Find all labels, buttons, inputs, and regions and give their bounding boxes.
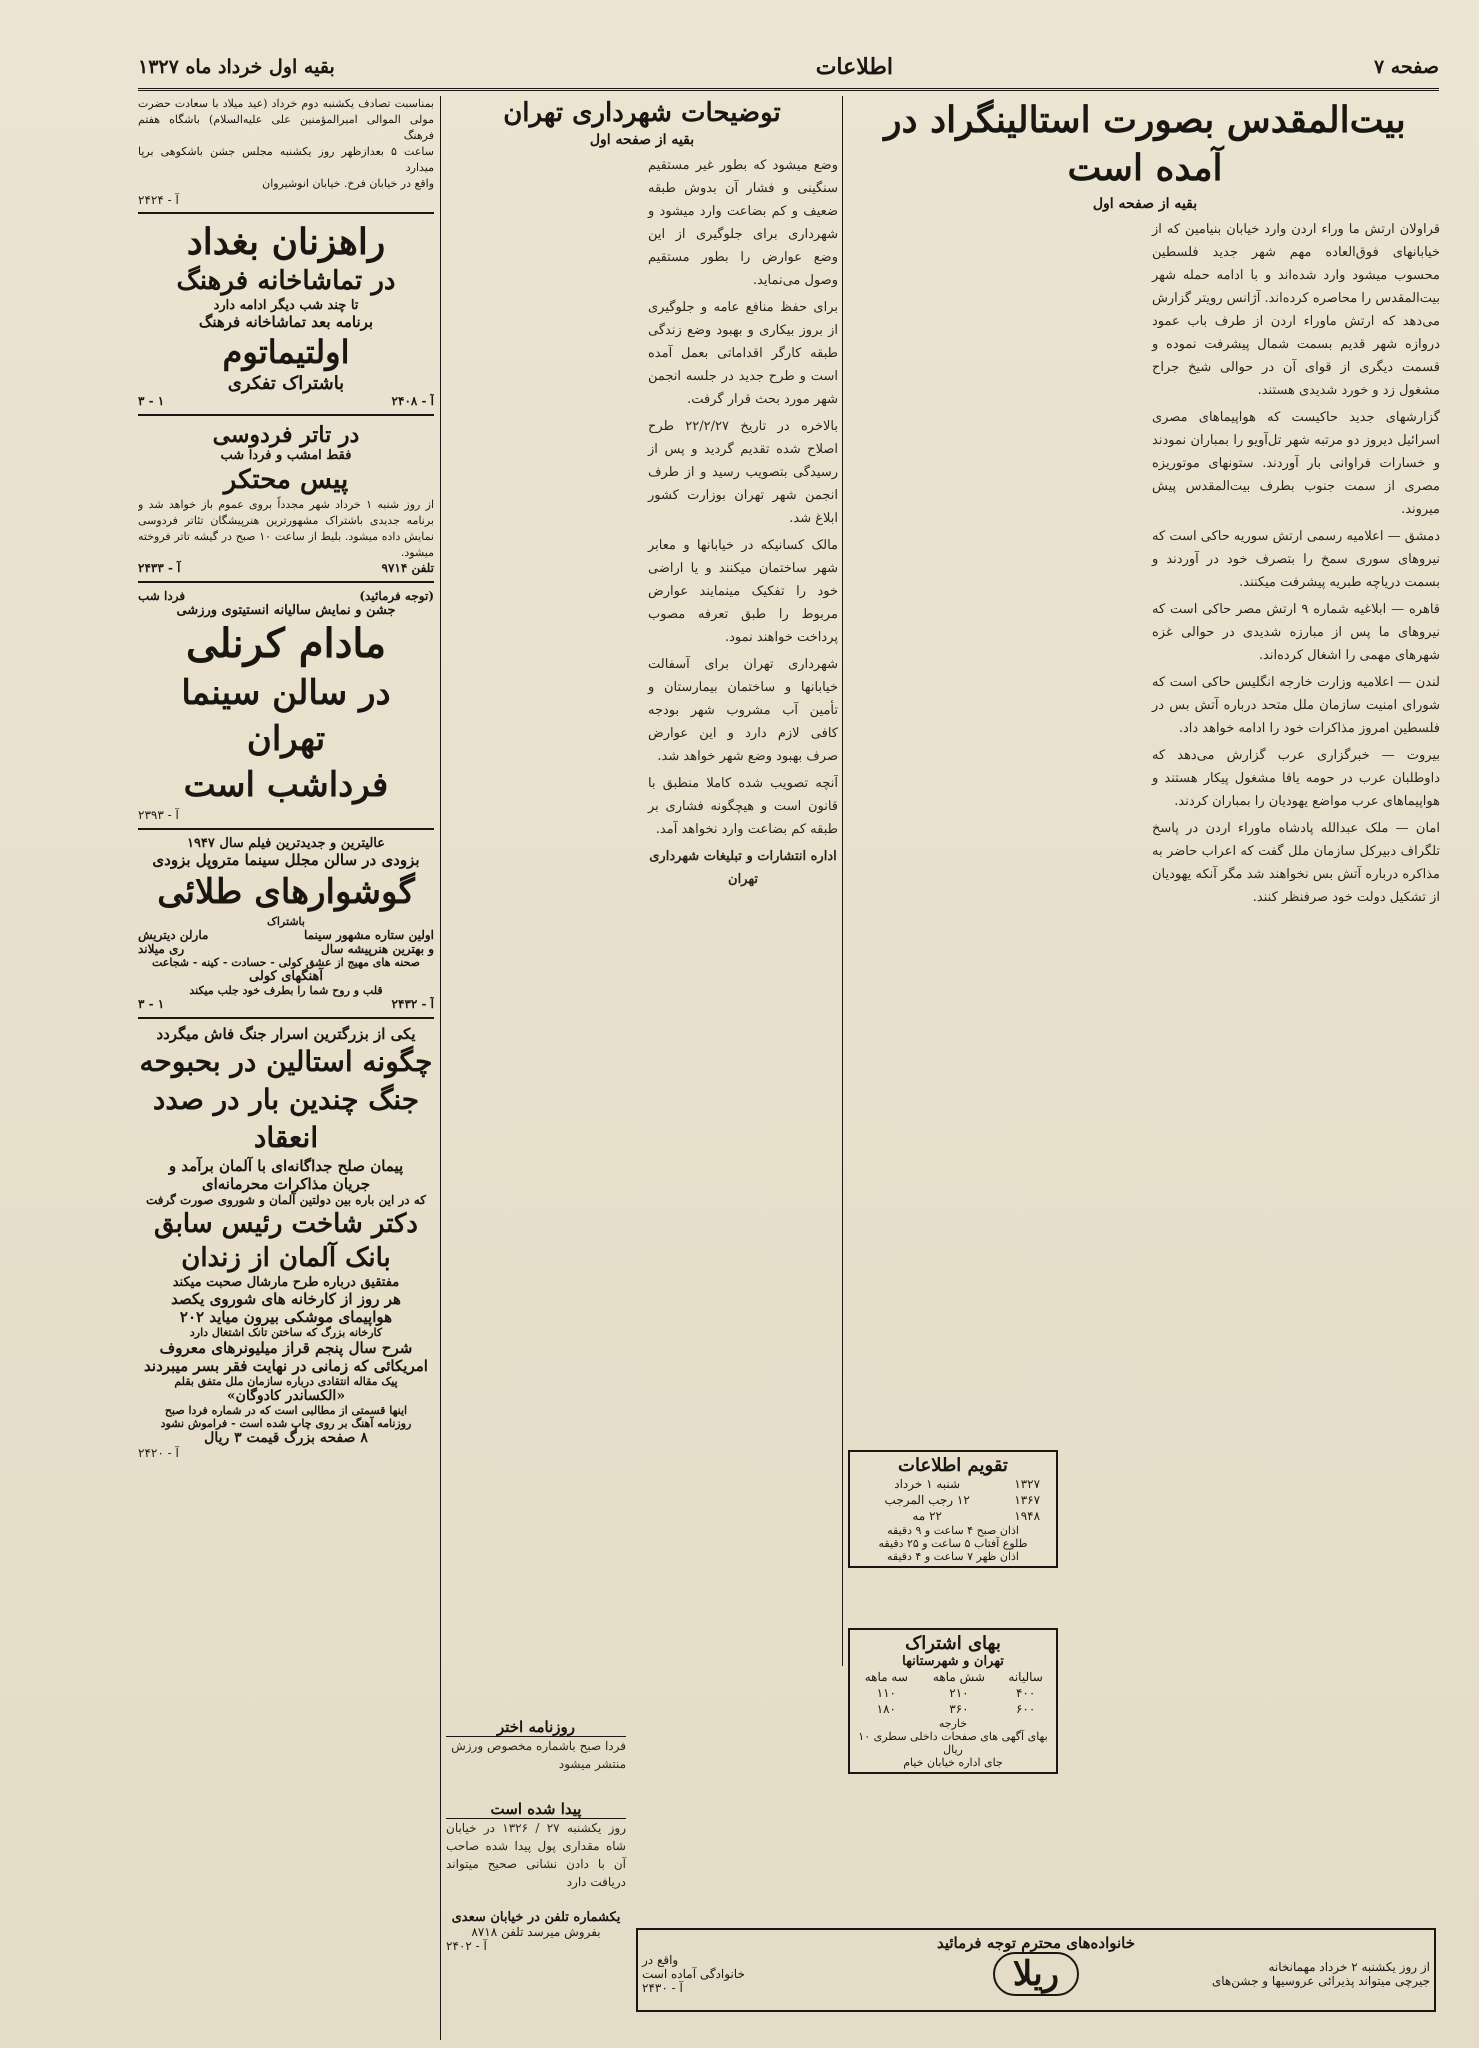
issue-date: بقیه اول خرداد ماه ۱۳۲۷ xyxy=(138,56,335,78)
ad-line: آهنگهای کولی xyxy=(249,969,323,984)
ad-line: تا چند شب دیگر ادامه دارد xyxy=(213,298,359,313)
article-continued: بقیه از صفحه اول xyxy=(589,132,695,148)
saadi-phone-ad xyxy=(446,1910,626,1953)
article-paragraph: قاهره — ابلاغیه شماره ۹ ارتش مصر حاکی است که نیروهای ما پس از مبارزه شدیدی در حوالی غزه شهرهای مهمی را اشغال کرده‌اند. xyxy=(1152,602,1440,663)
ad-ref: آ - ۲۴۲۰ xyxy=(138,1446,179,1460)
calendar-table: ۱۳۲۷ شنبه ۱ خرداد ۱۳۶۷ ۱۲ رجب المرجب ۱۹۴۸ ۲۲ مه xyxy=(884,1477,1041,1523)
kroli-ad xyxy=(138,583,434,830)
ad-ref: ۱ - ۳ xyxy=(138,997,165,1011)
ad-line: مفتقیق درباره طرح مارشال صحبت میکند xyxy=(172,1275,400,1290)
ad-title: چگونه استالین در بحبوحه xyxy=(139,1045,433,1078)
article-paragraph: آنچه تصویب شده کاملا منطبق با قانون است و هیچگونه فشاری بر طبقه کم بضاعت وارد نخواهد آمد. xyxy=(648,776,838,837)
ad-ref: ۱ - ۳ xyxy=(138,394,165,408)
ad-line: بزودی در سالن مجلل سینما متروپل بزودی xyxy=(152,851,420,869)
ad-line: اینها قسمتی از مطالبی است که در شماره فردا صبح xyxy=(164,1404,408,1417)
subscription-foreign-label: خارجه xyxy=(938,1717,968,1730)
article-paragraph: گزارشهای جدید حاکیست که هواپیماهای مصری اسرائیل دیروز دو مرتبه شهر تل‌آویو را بمباران نمودند و خسارات فراوانی بار آوردند. ستونهای موتوریزه مصری از سمت جنوب بطرف بیت‌المقدس پیش میروند. xyxy=(1152,410,1440,517)
ad-line: فقط امشب و فردا شب xyxy=(220,448,352,463)
ad-line: «الکساندر کادوگان» xyxy=(226,1388,346,1404)
ad-title: اولتیماتوم xyxy=(222,333,350,371)
rila-ad: خانواده‌های محترم توجه فرمائید از روز یکشنبه ۲ خرداد مهمانخانه جیرچی میتواند پذیرائی عروسیها و جشن‌های ریلا واقع در خانوادگی آماده است آ - ۲۴۳۰ xyxy=(636,1928,1436,2012)
column-rule xyxy=(842,96,843,1666)
ad-phone: تلفن ۹۷۱۴ xyxy=(381,561,434,575)
article-paragraph: بیروت — خبرگزاری عرب گزارش می‌دهد که داوطلبان عرب در حومه یافا مشغول پیکار هستند و هواپیماهای عرب مواضع یهودیان را بمباران کردند. xyxy=(1152,748,1440,809)
ad-title: مادام کرنلی xyxy=(185,620,387,667)
prayer-times: اذان صبح ۴ ساعت و ۹ دقیقه طلوع آفتاب ۵ ساعت و ۲۵ دقیقه اذان ظهر ۷ ساعت و ۴ دقیقه xyxy=(878,1524,1028,1563)
calendar-title: تقویم اطلاعات xyxy=(898,1455,1008,1476)
calendar-box xyxy=(848,1450,1058,1568)
municipality-article xyxy=(446,96,838,1706)
article-paragraph: مالک کسانیکه در خیابانها و معابر شهر ساختمان میکنند و یا اراضی خود را تفکیک مینمایند عوارض مربوط را طبق تعرفه مصوب پرداخت خواهند نمود. xyxy=(648,538,838,645)
subscription-note: بهای آگهی های صفحات داخلی سطری ۱۰ ریال xyxy=(858,1730,1048,1756)
ahang-teaser-ad xyxy=(138,1019,434,1466)
article-paragraph: امان — ملک عبدالله پادشاه ماوراء اردن در پاسخ تلگراف دبیرکل سازمان ملل گفت که اعراب حاضر به مذاکره درباره آتش بس نخواهند شد مگر آنکه یهودیان از تشکیل دولت خود صرفنظر کنند. xyxy=(1152,821,1440,905)
ad-line: جریان مذاکرات محرمانه‌ای xyxy=(201,1175,371,1193)
article-paragraph: قراولان ارتش ما وراء اردن وارد خیابان بنیامین که از خیابانهای فوق‌العاده مهم شهر جدید فلسطین محسوب میشود وارد شده‌اند و با ادامه حمله شهر بیت‌المقدس را محاصره کرده‌اند. آژانس رویتر گزارش می‌دهد که ارتش ماوراء اردن از طرف باب عمود دروازه شهر قدیم بسمت شمال پیشرفت نموده و قسمت دیگری از قوای آن در حوالی شیخ جراح مشغول زد و خورد شدیدی هستند. xyxy=(1152,222,1440,398)
ad-note: فردا شب xyxy=(138,589,186,603)
masthead xyxy=(138,52,1439,82)
article-headline: بیت‌المقدس بصورت استالینگراد در آمده است xyxy=(884,99,1406,189)
ad-ref: آ - ۲۳۹۳ xyxy=(138,808,179,822)
notice-title: روزنامه اختر xyxy=(446,1718,626,1737)
ad-title: پیس محتکر xyxy=(223,465,349,495)
paper-name: اطلاعات xyxy=(815,54,893,80)
ad-line: عالیترین و جدیدترین فیلم سال ۱۹۴۷ xyxy=(186,836,386,851)
ad-line: روزنامه آهنگ بر روی چاپ شده است - فراموش نشود xyxy=(160,1417,412,1430)
ad-line: هر روز از کارخانه های شوروی یکصد xyxy=(171,1290,401,1308)
ad-line: برنامه بعد تماشاخانه فرهنگ xyxy=(198,313,374,331)
subscription-table: سالیانه شش ماهه سه ماهه ۴۰۰ ۲۱۰ ۱۱۰ ۶۰۰ ۳۶۰ ۱۸۰ xyxy=(864,1670,1043,1716)
ad-line: باشتراک xyxy=(267,915,305,928)
article-paragraph: لندن — اعلامیه وزارت خارجه انگلیس حاکی است که شورای امنیت سازمان ملل متحد درباره آتش بس در فلسطین امروز مذاکرات خود را ادامه خواهد داد. xyxy=(1152,675,1440,736)
ad-title: دکتر شاخت رئیس سابق xyxy=(153,1209,419,1239)
ad-title: فرداشب است xyxy=(183,765,389,805)
subscription-title: بهای اشتراک xyxy=(905,1633,1001,1654)
article-headline: توضیحات شهرداری تهران xyxy=(503,98,781,128)
rila-brand: ریلا xyxy=(993,1952,1079,1996)
page-number: صفحه ۷ xyxy=(1373,56,1439,78)
ad-line: پیمان صلح جداگانه‌ای با آلمان برآمد و xyxy=(168,1157,404,1175)
metropol-ad: عالیترین و جدیدترین فیلم سال ۱۹۴۷ بزودی در سالن مجلل سینما متروپل بزودی گوشوارهای طلائی باشتراک اولین ستاره مشهور سینما مارلن دیتریش و بهترین هنرپیشه سال ری میلاند صحنه های مهیج از عشق کولی - حسادت - کینه - شجاعت آهنگهای کولی قلب و روح شما را بطرف خود جلب میکند آ - ۲۴۳۲ ۱ - ۳ xyxy=(138,830,434,1019)
ad-title: انعقاد xyxy=(253,1121,319,1154)
ad-title: در سالن سینما تهران xyxy=(181,673,391,759)
article-paragraph: وضع میشود که بطور غیر مستقیم سنگینی و فشار آن بدوش طبقه ضعیف و کم بضاعت وارد میشود و شهرداری برای جلوگیری از این وضع عوارض را بطور مستقیم وصول می‌نماید. xyxy=(648,158,838,288)
ad-note: (توجه فرمائید) xyxy=(359,589,434,603)
ad-line: بفروش میرسد تلفن ۸۷۱۸ xyxy=(471,1925,601,1939)
ad-line: کارخانه بزرگ که ساختن تانک اشتغال دارد xyxy=(189,1326,383,1339)
ad-line: صحنه های مهیج از عشق کولی - حسادت - کینه - شجاعت xyxy=(151,956,420,969)
ad-ref: آ - ۲۴۳۲ xyxy=(391,997,434,1011)
article-paragraph: شهرداری تهران برای آسفالت خیابانها و ساختمان بیمارستان و تأمین آب مشروب شهر بودجه کافی لازم دارد و این عوارض صرف بهبود وضع شهر خواهد شد. xyxy=(648,657,838,764)
ad-line: قلب و روح شما را بطرف خود جلب میکند xyxy=(189,984,383,997)
ad-title: جنگ چندین بار در صدد xyxy=(152,1083,420,1116)
ad-line: شرح سال پنجم قراز میلیونرهای معروف xyxy=(159,1339,413,1357)
ad-ref: آ - ۲۴۳۳ xyxy=(138,561,181,575)
ad-title: گوشوارهای طلائی xyxy=(157,872,415,912)
article-paragraph: برای حفظ منافع عامه و جلوگیری از بروز بیکاری و بهبود وضع زندگی طبقه کارگر اقداماتی بعمل آمده است و طرح جدید در جلسه انجمن شهر مورد بحث قرار گرفت. xyxy=(648,300,838,407)
ad-line: یکی از بزرگترین اسرار جنگ فاش میگردد xyxy=(156,1025,416,1043)
ad-ref: آ - ۲۴۰۲ xyxy=(446,1939,487,1953)
ad-line: که در این باره بین دولتین آلمان و شوروی صورت گرفت xyxy=(146,1193,426,1207)
ad-line: هواپیمای موشکی بیرون میاید ۲۰۲ xyxy=(179,1308,393,1326)
article-continued: بقیه از صفحه اول xyxy=(1092,196,1198,212)
notice-text: روز یکشنبه ۲۷ / ۱۳۲۶ در خیابان شاه مقداری پول پیدا شده صاحب آن با دادن نشانی صحیح میتواند دریافت دارد xyxy=(446,1821,626,1889)
ad-line: پیک مقاله انتقادی درباره سازمان ملل متفق بقلم xyxy=(174,1375,398,1388)
ad-title: در تاتر فردوسی xyxy=(212,422,360,448)
ad-title: خانواده‌های محترم توجه فرمائید xyxy=(936,1934,1136,1952)
article-paragraph: بالاخره در تاریخ ۲۲/۲/۲۷ طرح اصلاح شده تقدیم گردید و پس از رسیدگی بتصویب رسید و از طرف انجمن شهر تهران بوزارت کشور ابلاغ شد. xyxy=(648,419,838,526)
ads-column xyxy=(138,96,434,2036)
ad-line: امریکائی که زمانی در نهایت فقر بسر میبردند xyxy=(144,1357,428,1375)
ferdowsi-ad xyxy=(138,416,434,583)
lost-notice xyxy=(446,1800,626,1891)
ad-ref: آ - ۲۴۰۸ xyxy=(391,394,434,408)
top-notice: بمناسبت تصادف یکشنبه دوم خرداد (عید میلاد با سعادت حضرت مولی الموالی امیرالمؤمنین علی علیه‌السلام) باشگاه هفتم فرهنگ ساعت ۵ بعدازظهر روز یکشنبه مجلس جشن باشکوهی برپا میدارد واقع در خیابان فرخ. خیابان انوشیروان آ - ۲۴۲۴ xyxy=(138,96,434,214)
ad-title: بانک آلمان از زندان xyxy=(181,1243,391,1273)
ad-subtitle: در تماشاخانه فرهنگ xyxy=(176,266,396,296)
newspaper-notice: روزنامه اختر فردا صبح باشماره مخصوص ورزش منتشر میشود xyxy=(446,1718,626,1773)
subscription-box xyxy=(848,1628,1058,1774)
ad-line: جشن و نمایش سالیانه انستیتوی ورزشی xyxy=(176,603,396,618)
subscription-subtitle: تهران و شهرستانها xyxy=(902,1654,1004,1669)
notice-title: پیدا شده است xyxy=(446,1800,626,1819)
ad-title: یکشماره تلفن در خیابان سعدی xyxy=(451,1910,621,1925)
baghdad-ad xyxy=(138,214,434,416)
article-signature: اداره انتشارات و تبلیغات شهرداری تهران xyxy=(649,849,837,887)
ad-desc: از روز شنبه ۱ خرداد شهر مجدداً بروی عموم باز خواهد شد و برنامه جدیدی باشتراک مشهورترین هنرپیشگان تئاتر فردوسی نمایش داده میشود. بلیط از ساعت ۱۰ صبح در گیشه تاتر فروخته میشود. xyxy=(138,498,434,559)
ad-line: باشتراک تفکری xyxy=(227,373,345,394)
column-rule xyxy=(440,96,441,2040)
article-paragraph: دمشق — اعلامیه رسمی ارتش سوریه حاکی است که نیروهای سوری سمخ را بتصرف خود در آوردند و بسمت دریاچه طبریه پیشرفت میکنند. xyxy=(1152,529,1440,590)
notice-ref: آ - ۲۴۲۴ xyxy=(138,193,179,207)
subscription-address: جای اداره خیابان خیام xyxy=(903,1756,1003,1769)
ad-title: راهزنان بغداد xyxy=(186,221,386,263)
ad-line: ۸ صفحه بزرگ قیمت ۳ ریال xyxy=(204,1430,368,1446)
masthead-rule xyxy=(138,88,1439,91)
